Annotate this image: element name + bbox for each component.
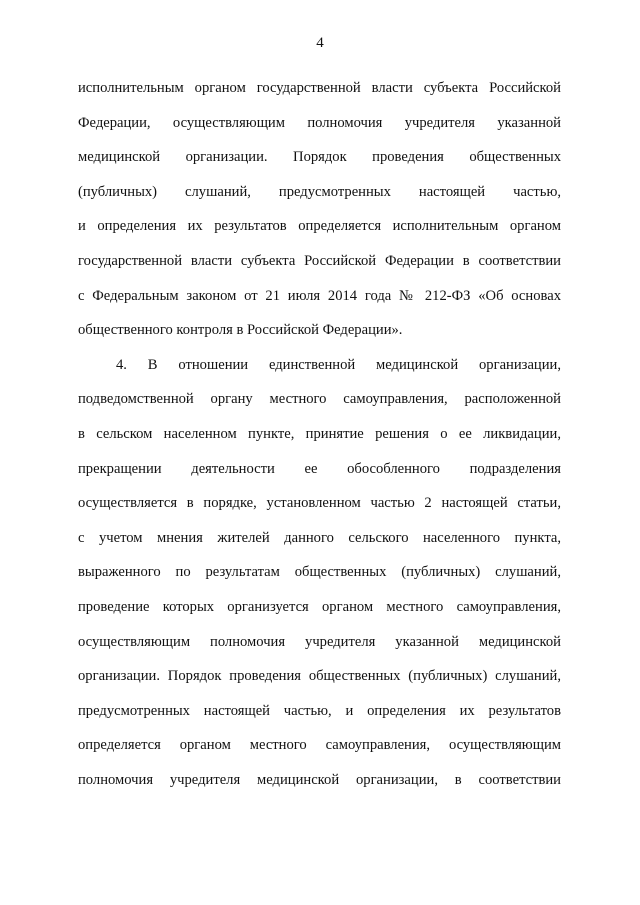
page-number: 4 xyxy=(316,35,324,51)
text-line: Федерации, осуществляющим полномочия учредителя указанной xyxy=(78,114,561,131)
paragraph-start-line: 4. В отношении единственной медицинской организации, xyxy=(116,356,561,373)
text-line: подведомственной органу местного самоуправления, расположенной xyxy=(78,391,561,408)
text-line: определяется органом местного самоуправления, осуществляющим xyxy=(78,737,561,754)
text-line: организации. Порядок проведения общественных (публичных) слушаний, xyxy=(78,668,561,685)
text-line: осуществляющим полномочия учредителя указанной медицинской xyxy=(78,633,561,650)
text-line: осуществляется в порядке, установленном частью 2 настоящей статьи, xyxy=(78,495,561,512)
text-line: прекращении деятельности ее обособленного подразделения xyxy=(78,460,561,477)
text-line: с учетом мнения жителей данного сельского населенного пункта, xyxy=(78,529,561,546)
text-line: с Федеральным законом от 21 июля 2014 года № 212-ФЗ «Об основах xyxy=(78,287,561,304)
document-body xyxy=(78,71,561,797)
text-line: полномочия учредителя медицинской организации, в соответствии xyxy=(78,771,561,788)
paragraph-end-line: общественного контроля в Российской Федерации». xyxy=(78,322,403,339)
text-line: и определения их результатов определяется исполнительным органом xyxy=(78,218,561,235)
text-line: (публичных) слушаний, предусмотренных настоящей частью, xyxy=(78,183,561,200)
text-line: медицинской организации. Порядок проведения общественных xyxy=(78,149,561,166)
text-line: проведение которых организуется органом местного самоуправления, xyxy=(78,598,561,615)
text-line: в сельском населенном пункте, принятие решения о ее ликвидации, xyxy=(78,425,561,442)
text-line: предусмотренных настоящей частью, и определения их результатов xyxy=(78,702,561,719)
text-line: государственной власти субъекта Российской Федерации в соответствии xyxy=(78,252,561,269)
text-line: исполнительным органом государственной власти субъекта Российской xyxy=(78,80,561,96)
text-line: выраженного по результатам общественных (публичных) слушаний, xyxy=(78,564,561,581)
